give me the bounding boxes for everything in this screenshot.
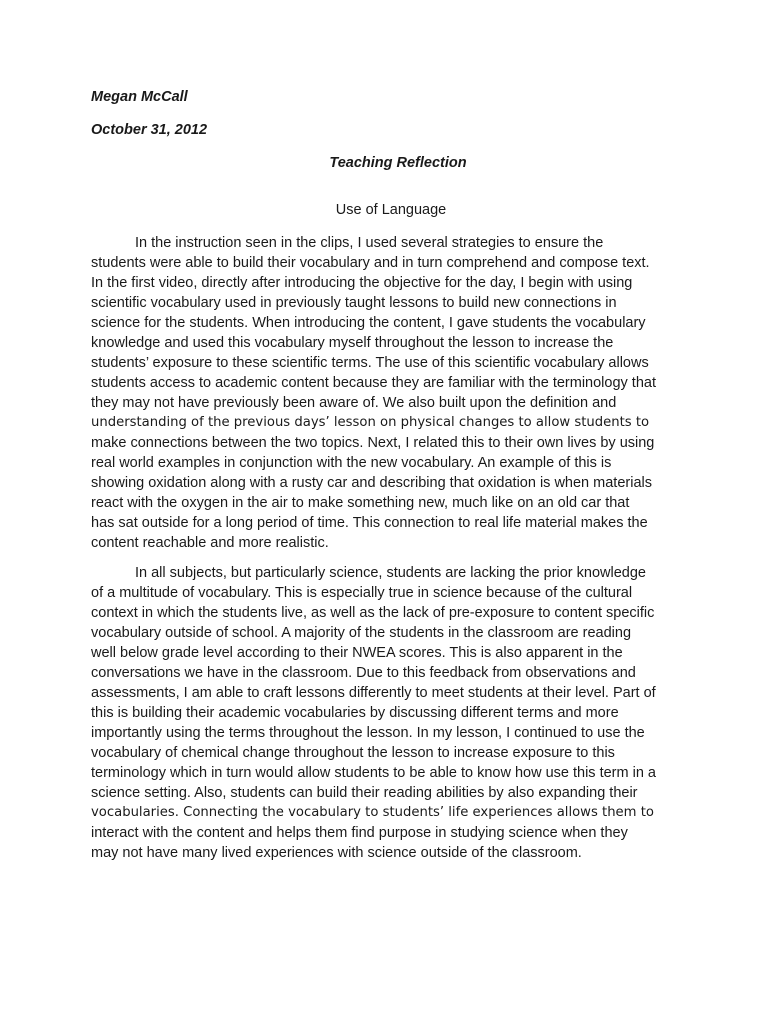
paragraph-line: well below grade level according to their NWEA scores. This is also apparent in the	[91, 645, 623, 661]
paragraph-line: content reachable and more realistic.	[91, 535, 329, 551]
paragraph-1	[91, 233, 681, 553]
paragraph-line: knowledge and used this vocabulary myself throughout the lesson to increase the	[91, 335, 614, 351]
section-heading: Use of Language	[335, 202, 447, 218]
paragraph-line: scientific vocabulary used in previously taught lessons to build new connections in	[91, 295, 617, 311]
paragraph-line: conversations we have in the classroom. Due to this feedback from observations and	[91, 665, 636, 681]
paragraph-line: In all subjects, but particularly science, students are lacking the prior knowledge	[135, 565, 646, 581]
paragraph-line: context in which the students live, as well as the lack of pre-exposure to content specific	[91, 605, 655, 621]
paragraph-line: In the instruction seen in the clips, I used several strategies to ensure the	[135, 235, 604, 251]
paragraph-line: science for the students. When introducing the content, I gave students the vocabulary	[91, 315, 646, 331]
paragraph-line: understanding of the previous days’ lesson on physical changes to allow students to	[91, 415, 650, 430]
document-date: October 31, 2012	[91, 122, 208, 138]
paragraph-line: science setting. Also, students can build their reading abilities by also expanding their	[91, 785, 638, 801]
author-name: Megan McCall	[91, 89, 188, 105]
paragraph-line: vocabulary of chemical change throughout the lesson to increase exposure to this	[91, 745, 615, 761]
paragraph-line: showing oxidation along with a rusty car and describing that oxidation is when materials	[91, 475, 652, 491]
paragraph-line: make connections between the two topics. Next, I related this to their own lives by using	[91, 435, 655, 451]
paragraph-line: real world examples in conjunction with the new vocabulary. An example of this is	[91, 455, 612, 471]
paragraph-line: this is building their academic vocabularies by discussing different terms and more	[91, 705, 619, 721]
paragraph-line: vocabularies. Connecting the vocabulary to students’ life experiences allows them to	[91, 805, 654, 820]
paragraph-line: students’ exposure to these scientific terms. The use of this scientific vocabulary allows	[91, 355, 649, 371]
paragraph-line: terminology which in turn would allow students to be able to know how use this term in a	[91, 765, 656, 781]
paragraph-line: has sat outside for a long period of time. This connection to real life material makes the	[91, 515, 648, 531]
paragraph-line: interact with the content and helps them find purpose in studying science when they	[91, 825, 628, 841]
paragraph-line: may not have many lived experiences with science outside of the classroom.	[91, 845, 582, 861]
paragraph-line: react with the oxygen in the air to make something new, much like on an old car that	[91, 495, 630, 511]
paragraph-line: assessments, I am able to craft lessons differently to meet students at their level. Part of	[91, 685, 656, 701]
paragraph-line: importantly using the terms throughout the lesson. In my lesson, I continued to use the	[91, 725, 645, 741]
document-title: Teaching Reflection	[329, 155, 467, 171]
paragraph-line: students access to academic content because they are familiar with the terminology that	[91, 375, 656, 391]
paragraph-2	[91, 563, 681, 863]
paragraph-line: of a multitude of vocabulary. This is especially true in science because of the cultural	[91, 585, 633, 601]
paragraph-line: In the first video, directly after introducing the objective for the day, I begin with using	[91, 275, 633, 291]
paragraph-line: vocabulary outside of school. A majority of the students in the classroom are reading	[91, 625, 632, 641]
paragraph-line: they may not have previously been aware of. We also built upon the definition and	[91, 395, 617, 411]
paragraph-line: students were able to build their vocabulary and in turn comprehend and compose text.	[91, 255, 650, 271]
